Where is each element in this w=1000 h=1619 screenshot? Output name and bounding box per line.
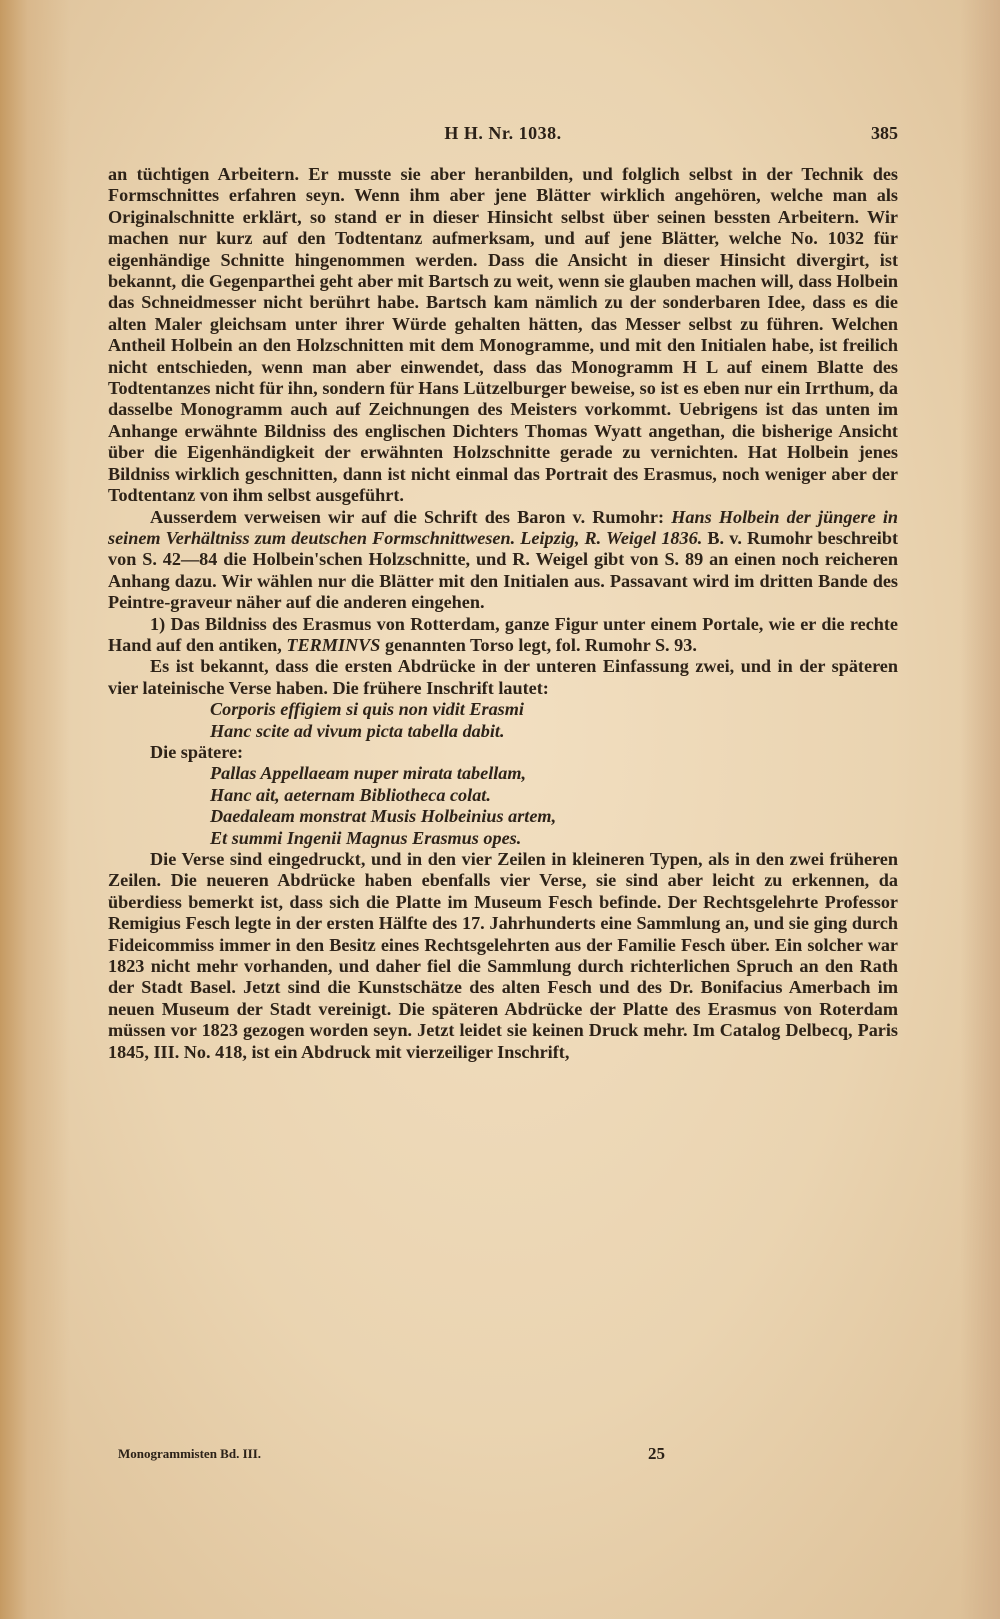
verse-line: Daedaleam monstrat Musis Holbeinius artem, xyxy=(210,806,557,827)
sheet-number: 25 xyxy=(648,1444,665,1463)
header-title: H H. Nr. 1038. xyxy=(444,123,562,143)
page-edge-shadow-right xyxy=(960,0,1000,1619)
verse-line: Hanc ait, aeternam Bibliotheca colat. xyxy=(210,784,491,805)
paragraph: an tüchtigen Arbeitern. Er musste sie aber heranbilden, und folglich selbst in der Technik des Formschnittes erfahren seyn. Wenn ihm aber jene Blätter wirklich angehören, welche man als Originalschnitte erklärt, so stand er in dieser Hinsicht selbst über seinen bessten Arbeitern. Wir machen nur kurz auf den Todtentanz aufmerksam, und auf jene Blätter, welche No. 1032 für eigenhändige Schnitte hingenommen werden. Dass die Ansicht in dieser Hinsicht divergirt, ist bekannt, die Gegenparthei geht aber mit Bartsch zu weit, wenn sie glauben machen will, dass Holbein das Schneidmesser nicht berührt habe. Bartsch kam nämlich zu der sonderbaren Idee, dass es die alten Maler gleichsam unter ihrer Würde gehalten hätten, das Messer selbst zu führen. Welchen Antheil Holbein an den Holzschnitten mit dem Monogramme, und mit den Initialen habe, ist freilich nicht entschieden, wenn man aber einwendet, dass das Monogramm H L auf einem Blatte des Todtentanzes nicht für ihn, sondern für Hans Lützelburger beweise, so ist es eben nur ein Irrthum, da dasselbe Monogramm auch auf Zeichnungen des Meisters vorkommt. Uebrigens ist das unten im Anhange erwähnte Bildniss des englischen Dichters Thomas Wyatt angethan, die bisherige Ansicht über die Eigenhändigkeit der erwähnten Holzschnitte gerade zu vernichten. Hat Holbein jenes Bildniss wirklich geschnitten, dann ist nicht einmal das Portrait des Erasmus, noch weniger aber der Todtentanz von ihm selbst ausgeführt. xyxy=(108,164,898,506)
page-edge-shadow xyxy=(0,0,70,1619)
body-text xyxy=(108,164,898,1063)
verse-block xyxy=(108,763,898,849)
verse-block xyxy=(108,699,898,742)
citation-title: Hans Holbein der jüngere in seinem Verhältniss zum deutschen Formschnittwesen. Leipzig, R. Weigel 1836. xyxy=(108,506,898,548)
paragraph: Ausserdem verweisen wir auf die Schrift des Baron v. Rumohr: Hans Holbein der jüngere in seinem Verhältniss zum deutschen Formschnittwesen. Leipzig, R. Weigel 1836. B. v. Rumohr beschreibt von S. 42—84 die Holbein'schen Holzschnitte, und R. Weigel gibt von S. 89 an einen noch reicheren Anhang dazu. Wir wählen nur die Blätter mit den Initialen aus. Passavant wird im dritten Bande des Peintre-graveur näher auf die anderen eingehen. xyxy=(108,506,898,613)
signature-mark: Monogrammisten Bd. III. xyxy=(118,1446,262,1461)
verse-line: Et summi Ingenii Magnus Erasmus opes. xyxy=(210,827,522,848)
running-header xyxy=(108,119,898,149)
inscription-word: TERMINVS xyxy=(286,634,381,655)
page-number: 385 xyxy=(871,123,898,143)
verse-line: Hanc scite ad vivum picta tabella dabit. xyxy=(210,720,505,741)
paragraph: Die spätere: xyxy=(150,741,244,762)
catalog-entry: 1) Das Bildniss des Erasmus von Rotterdam, ganze Figur unter einem Portale, wie er die rechte Hand auf den antiken, TERMINVS genannten Torso legt, fol. Rumohr S. 93. xyxy=(108,613,898,655)
page-footer xyxy=(118,1444,665,1468)
paragraph: Es ist bekannt, dass die ersten Abdrücke in der unteren Einfassung zwei, und in der späteren vier lateinische Verse haben. Die frühere Inschrift lautet: xyxy=(108,656,898,698)
verse-line: Corporis effigiem si quis non vidit Erasmi xyxy=(210,699,524,720)
paragraph: Die Verse sind eingedruckt, und in den vier Zeilen in kleineren Typen, als in den zwei früheren Zeilen. Die neueren Abdrücke haben ebenfalls vier Verse, sie sind aber leicht zu erkennen, da überdiess bemerkt ist, dass sich die Platte im Museum Fesch befinde. Der Rechtsgelehrte Professor Remigius Fesch legte in der ersten Hälfte des 17. Jahrhunderts eine Sammlung an, und sie ging durch Fideicommiss immer in den Besitz eines Rechtsgelehrten aus der Familie Fesch über. Ein solcher war 1823 nicht mehr vorhanden, und daher fiel die Sammlung durch richterlichen Spruch an den Rath der Stadt Basel. Jetzt sind die Kunstschätze des alten Fesch und des Dr. Bonifacius Amerbach im neuen Museum der Stadt vereinigt. Die späteren Abdrücke der Platte des Erasmus von Roterdam müssen vor 1823 gezogen worden seyn. Jetzt leidet sie keinen Druck mehr. Im Catalog Delbecq, Paris 1845, III. No. 418, ist ein Abdruck mit vierzeiliger Inschrift, xyxy=(108,849,898,1062)
verse-line: Pallas Appellaeam nuper mirata tabellam, xyxy=(210,763,527,784)
